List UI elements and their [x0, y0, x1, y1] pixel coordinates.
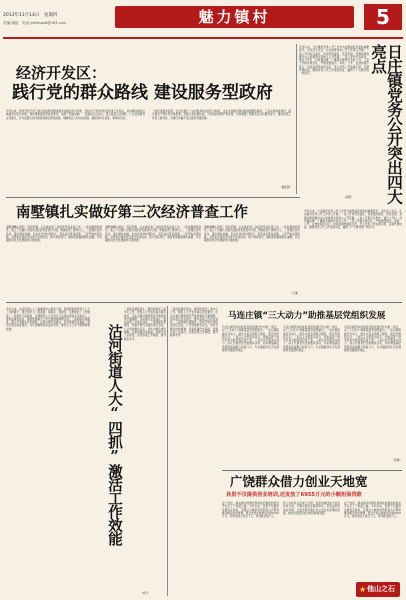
- left-article-headline: 沽河街道人大“四抓”激活工作效能: [106, 324, 123, 545]
- right-top-article: [299, 44, 403, 204]
- header-date: 2013年11月14日 星期四: [3, 13, 58, 18]
- top-article-paragraph: 今年以来，经济开发区党工委以党的群众路线教育实践活动为契机，坚持以干部作风转变促进工作落实，切实解决群众反映强烈的突出问题，加快推进服务型政府建设，取得了明显成效。一是强化宗旨意识，深入基层走访调研，广泛征求群众意见建议，针对查摆出的问题逐项制定整改措施，明确责任人和完成时限，确保件件有着落、事事有回音。: [6, 110, 145, 120]
- right-mid-body: [222, 326, 402, 466]
- column-divider: [296, 44, 297, 194]
- bottom-article-headline: 广饶群众借力创业天地宽: [230, 474, 368, 489]
- right-mid-column: 今年以来，日庄镇把党务公开工作作为加强基层党建的重要抓手，突出四大亮点，扎实推进党务公开工作深入开展。一是公开内容全面化，将党组织建设、党员发展、党费收缴等群众关心的事项全部纳入公开范围；二是公开形式多样化，通过公开栏、村务微信群、广播等多种形式及时公开；三是公开程序规范化，严格按照提出、审核、公开、反馈的程序进行；四是监督机制常态化，设立党务公开监督小组，定期开展检查，确保党务公开工作落到实处，赢得了广大群众的一致好评。: [304, 210, 402, 230]
- bottom-article: [222, 472, 402, 600]
- center-column: 二是抓监督促落实，围绕街道党工委中心工作，组织人大代表对重点项目建设、民生实事办理等情况开展视察和专题调研，及时提出意见建议，推动各项工作落实到位。三是抓联系强服务，积极开展代表接待选民活动，广泛听取群众意见，切实为群众排忧解难。四是抓建设夯基础，加强代表之家建设，完善各项工作制度，提升服务水平。: [170, 308, 218, 338]
- bottom-article-paragraph: 在广饶县，越来越多的群众借助政府提供的创业平台走上了致富之路。今年以来，县里不仅提供免费创业培训，还通过小额担保贷款等方式帮助群众解决资金难题，累计发放小额担保贷款6955万元，扶持创业人员近千人，带动就业数千人。: [344, 502, 401, 519]
- mid-article-paragraph: 南墅镇精心组织、周密部署，扎实做好第三次经济普查各项工作。一是加强组织领导，成立了以镇长为组长的经济普查领导小组，明确各部门职责分工；二是强化宣传发动，通过悬挂条幅、发放宣传材料等形式，营造良好普查氛围；三是严格质量控制，对普查员和指导员进行系统培训，逐户清查登记，确保普查数据真实准确，为全镇经济社会发展提供可靠依据。: [105, 226, 201, 243]
- section-rule: [6, 302, 402, 303]
- right-mid-article: [222, 306, 402, 468]
- left-article: [6, 306, 166, 600]
- star-icon: ★: [359, 585, 367, 594]
- right-mid-paragraph: 马连庄镇坚持把基层党组织建设作为第一责任，以“三大动力”助推基层党组织建设。一是以制度建设为动力，健全完善各项规章制度，规范党组织运行；二是以人才培养为动力，选拔培养一批年轻有为的村级后备干部；三是以为民服务为动力，深入开展党员志愿服务活动，切实增强基层党组织的凝聚力和战斗力，为全镇经济社会发展提供坚强组织保证。: [283, 326, 340, 353]
- header-editor: 责编:谢振 电话:jntfzbqzb@163.com: [3, 21, 67, 25]
- section-rule: [6, 197, 300, 198]
- top-article: [6, 44, 292, 194]
- bottom-article-paragraph: 在广饶县，越来越多的群众借助政府提供的创业平台走上了致富之路。今年以来，县里不仅提供免费创业培训，还通过小额担保贷款等方式帮助群众解决资金难题，累计发放小额担保贷款6955万元，扶持创业人员近千人，带动就业数千人。: [222, 502, 279, 519]
- top-article-headline: 践行党的群众路线 建设服务型政府: [12, 83, 273, 103]
- mid-article: [6, 200, 300, 300]
- left-article-paragraph: 二是抓监督促落实，围绕街道党工委中心工作，组织人大代表对重点项目建设、民生实事办理等情况开展视察和专题调研，及时提出意见建议，推动各项工作落实到位。三是抓联系强服务，积极开展代表接待选民活动，广泛听取群众意见，切实为群众排忧解难。四是抓建设夯基础，加强代表之家建设，完善各项工作制度，提升服务水平。: [124, 308, 166, 341]
- right-top-body: 今年以来，日庄镇把党务公开工作作为加强基层党建的重要抓手，突出四大亮点，扎实推进党务公开工作深入开展。一是公开内容全面化，将党组织建设、党员发展、党费收缴等群众关心的事项全部纳入公开范围；二是公开形式多样化，通过公开栏、村务微信群、广播等多种形式及时公开；三是公开程序规范化，严格按照提出、审核、公开、反馈的程序进行；四是监督机制常态化，设立党务公开监督小组，定期开展检查，确保党务公开工作落到实处，赢得了广大群众的一致好评。: [299, 46, 369, 76]
- left-article-paragraph: 今年以来，沽河街道人大工委围绕中心服务大局，积极探索新形势下人大工作新路子，通过抓学习、抓监督、抓联系、抓建设，有效激活了工作效能。一是抓学习提素质，定期组织人大代表学习法律法规和业务知识；二是抓监督促落实，围绕街道重点工作开展视察调研活动；三是抓联系强服务，建立代表联系选民制度，认真办理代表建议；四是抓建设夯基础，规范代表活动室建设，为代表履职创造良好条件，推动人大工作不断取得新成效。: [6, 308, 90, 331]
- mid-article-paragraph: 南墅镇精心组织、周密部署，扎实做好第三次经济普查各项工作。一是加强组织领导，成立了以镇长为组长的经济普查领导小组，明确各部门职责分工；二是强化宣传发动，通过悬挂条幅、发放宣传材料等形式，营造良好普查氛围；三是严格质量控制，对普查员和指导员进行系统培训，逐户清查登记，确保普查数据真实准确，为全镇经济社会发展提供可靠依据。: [204, 226, 300, 243]
- column-name: 莱西市情: [316, 11, 351, 21]
- left-article-editor: （刘芳）: [140, 592, 151, 595]
- top-article-editor: （谢振国）: [279, 186, 292, 189]
- page-number-box: [364, 4, 402, 30]
- mid-article-paragraph: 南墅镇精心组织、周密部署，扎实做好第三次经济普查各项工作。一是加强组织领导，成立了以镇长为组长的经济普查领导小组，明确各部门职责分工；二是强化宣传发动，通过悬挂条幅、发放宣传材料等形式，营造良好普查氛围；三是严格质量控制，对普查员和指导员进行系统培训，逐户清查登记，确保普查数据真实准确，为全镇经济社会发展提供可靠依据。: [6, 226, 102, 243]
- section-title: 魅力镇村: [198, 8, 271, 26]
- right-mid-headline: 马连庄镇“三大动力”助推基层党组织发展: [228, 311, 386, 321]
- header-rule: [3, 37, 403, 39]
- column-divider: [167, 306, 168, 596]
- right-mid-paragraph: 马连庄镇坚持把基层党组织建设作为第一责任，以“三大动力”助推基层党组织建设。一是以制度建设为动力，健全完善各项规章制度，规范党组织运行；二是以人才培养为动力，选拔培养一批年轻有为的村级后备干部；三是以为民服务为动力，深入开展党员志愿服务活动，切实增强基层党组织的凝聚力和战斗力，为全镇经济社会发展提供坚强组织保证。: [344, 326, 401, 353]
- corner-tag-label: 他山之石: [367, 585, 395, 593]
- right-mid-paragraph: 马连庄镇坚持把基层党组织建设作为第一责任，以“三大动力”助推基层党组织建设。一是以制度建设为动力，健全完善各项规章制度，规范党组织运行；二是以人才培养为动力，选拔培养一批年轻有为的村级后备干部；三是以为民服务为动力，深入开展党员志愿服务活动，切实增强基层党组织的凝聚力和战斗力，为全镇经济社会发展提供坚强组织保证。: [222, 326, 279, 353]
- top-article-paragraph: 二是优化服务流程，在全区推行一站式服务和全程代办制度，为企业和群众提供高效便捷的服务。三是完善制度建设，建立健全干部作风长效机制，加强日常监督检查，对发现的问题严肃处理，切实增强干部服务意识和服务能力，推动各项工作再上新台阶，为建设幸福开发区提供坚强保障。: [152, 110, 291, 120]
- mid-article-editor: （王琳）: [289, 292, 300, 295]
- top-article-kicker: 经济开发区：: [16, 64, 107, 82]
- mid-article-headline: 南墅镇扎实做好第三次经济普查工作: [16, 205, 248, 221]
- page-number: 5: [376, 5, 390, 29]
- right-top-editor: （孙霞）: [343, 196, 354, 199]
- right-top-headline: 日庄镇党务公开突出四大亮点: [369, 44, 404, 204]
- bottom-article-paragraph: 县人社局有关负责人介绍，县里将继续加大创业扶持力度，不断完善创业服务体系，营造良好的创业环境，让更多群众通过自主创业实现增收致富，推动全县经济社会持续健康发展。: [283, 502, 340, 515]
- page-header: [0, 0, 406, 36]
- mid-article-body: [6, 226, 300, 298]
- right-mid-editor: （陈晓）: [391, 459, 402, 462]
- top-article-body: [6, 110, 292, 192]
- section-rule: [222, 470, 402, 471]
- corner-tag: [356, 582, 400, 597]
- bottom-article-subhead: 县里不仅提供创业培训,还发放了6955万元的小额担保贷款: [226, 492, 362, 498]
